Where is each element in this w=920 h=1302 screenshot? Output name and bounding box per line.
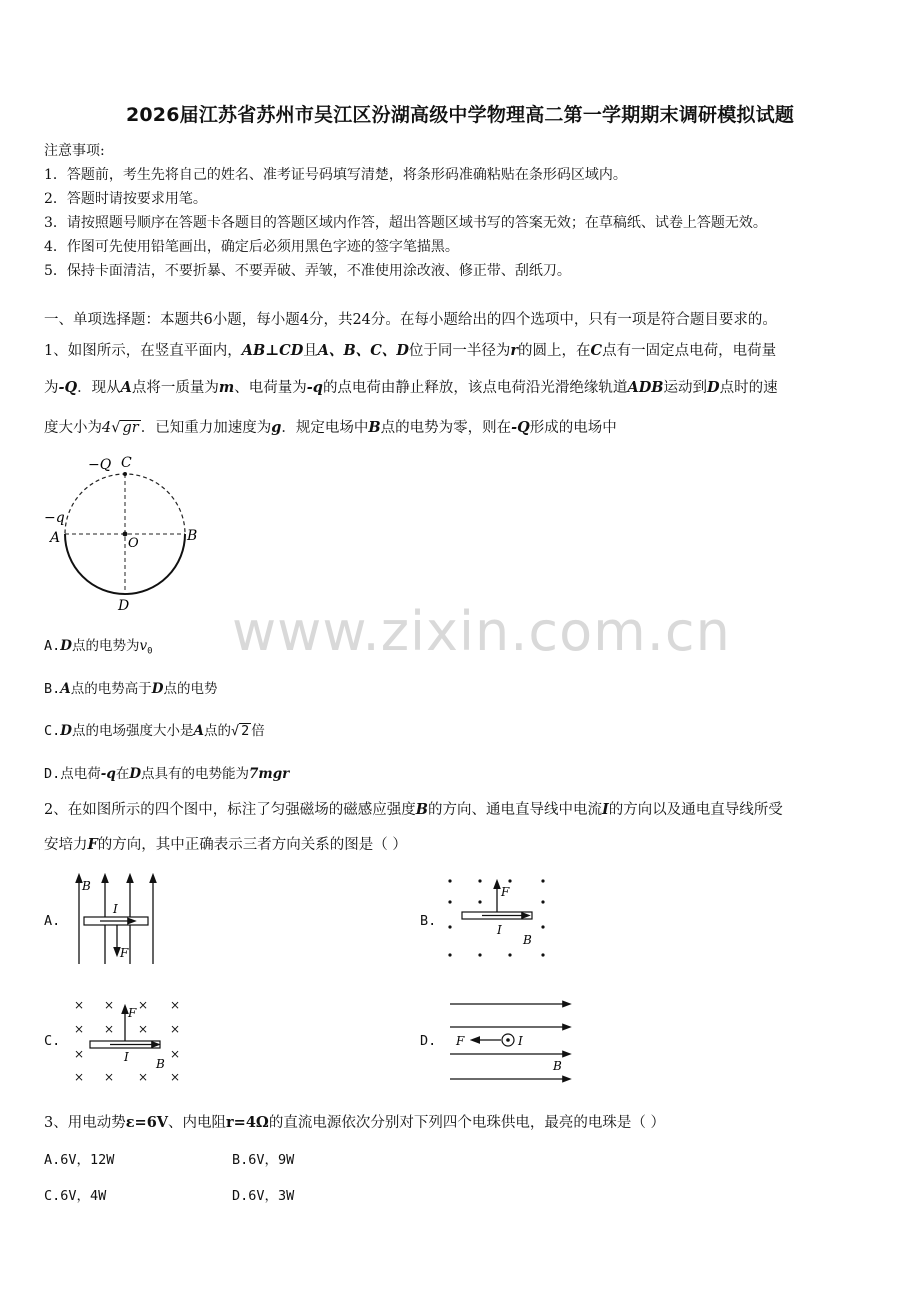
notice-heading: 注意事项: bbox=[44, 143, 105, 159]
svg-text:×: × bbox=[138, 998, 149, 1012]
q2-line1: 2、在如图所示的四个图中，标注了匀强磁场的磁感应强度B的方向、通电直导线中电流I的方向以及通电直导线所受 bbox=[44, 801, 783, 818]
svg-text:F: F bbox=[128, 1006, 137, 1020]
svg-text:I: I bbox=[518, 1034, 523, 1048]
q1-line1: 1、如图所示，在竖直平面内，AB⊥CD且A、B、C、D位于同一半径为r的圆上，在C点有一固定点电荷，电荷量 bbox=[44, 342, 777, 359]
label-d: D bbox=[118, 598, 130, 614]
label-c: C bbox=[121, 455, 132, 471]
svg-text:I: I bbox=[124, 1050, 129, 1064]
center-point bbox=[123, 532, 128, 537]
svg-text:×: × bbox=[170, 1022, 181, 1036]
q2-figure-c[interactable] bbox=[70, 995, 195, 1090]
q1-line3: 度大小为4√ gr ．已知重力加速度为g．规定电场中B点的电势为零，则在-Q形成的电场中 bbox=[44, 419, 617, 436]
svg-text:×: × bbox=[170, 1047, 181, 1061]
watermark: www.zixin.com.cn bbox=[232, 600, 731, 663]
label-neg-q-small: −q bbox=[44, 510, 65, 526]
svg-text:I: I bbox=[497, 923, 502, 937]
q3-option-a[interactable]: A.6V，12W bbox=[44, 1152, 115, 1168]
q1-circle-figure bbox=[40, 452, 210, 617]
charge-c-point bbox=[123, 472, 127, 476]
q1-option-b[interactable]: B.A点的电势高于D点的电势 bbox=[44, 681, 218, 697]
svg-text:×: × bbox=[74, 1070, 85, 1084]
svg-text:I: I bbox=[113, 902, 118, 916]
label-a: A bbox=[50, 530, 61, 546]
svg-text:F: F bbox=[456, 1034, 465, 1048]
q3-line: 3、用电动势ε=6V、内电阻r=4Ω的直流电源依次分别对下列四个电珠供电，最亮的电珠是（ ） bbox=[44, 1114, 665, 1131]
svg-text:B: B bbox=[82, 879, 91, 893]
svg-text:×: × bbox=[74, 1022, 85, 1036]
q3-option-b[interactable]: B.6V，9W bbox=[232, 1152, 295, 1168]
svg-text:×: × bbox=[104, 1022, 115, 1036]
svg-text:F: F bbox=[501, 885, 510, 899]
svg-text:×: × bbox=[74, 998, 85, 1012]
svg-text:F: F bbox=[120, 946, 129, 960]
svg-text:×: × bbox=[104, 1070, 115, 1084]
q2-label-b[interactable]: B. bbox=[420, 913, 437, 929]
svg-text:×: × bbox=[170, 998, 181, 1012]
q2-label-a[interactable]: A. bbox=[44, 913, 61, 929]
svg-text:B: B bbox=[156, 1057, 165, 1071]
notice-item: 3．请按照题号顺序在答题卡各题目的答题区域内作答，超出答题区域书写的答案无效；在草稿纸、试卷上答题无效。 bbox=[44, 215, 767, 231]
q2-figure-a[interactable] bbox=[70, 872, 170, 967]
notice-item: 5．保持卡面清洁，不要折暴、不要弄破、弄皱，不准使用涂改液、修正带、刮纸刀。 bbox=[44, 263, 571, 279]
q2-figure-d[interactable] bbox=[445, 995, 575, 1090]
page-title: 2026届江苏省苏州市吴江区汾湖高级中学物理高二第一学期期末调研模拟试题 bbox=[125, 104, 795, 126]
svg-text:B: B bbox=[553, 1059, 562, 1073]
section-heading: 一、单项选择题：本题共6小题，每小题4分，共24分。在每小题给出的四个选项中，只有一项是符合题目要求的。 bbox=[44, 312, 777, 328]
notice-item: 4．作图可先使用铅笔画出，确定后必须用黑色字迹的签字笔描黑。 bbox=[44, 239, 459, 255]
svg-text:×: × bbox=[138, 1022, 149, 1036]
q2-figure-b[interactable] bbox=[440, 872, 560, 967]
q1-option-c[interactable]: C.D点的电场强度大小是A点的√ 2 倍 bbox=[44, 723, 265, 739]
q3-option-c[interactable]: C.6V，4W bbox=[44, 1188, 107, 1204]
svg-text:×: × bbox=[170, 1070, 181, 1084]
q1-option-a[interactable]: A.D点的电势为$v_0$ bbox=[44, 638, 153, 657]
q2-line2: 安培力F的方向，其中正确表示三者方向关系的图是（ ） bbox=[44, 836, 407, 853]
svg-text:×: × bbox=[74, 1047, 85, 1061]
svg-text:×: × bbox=[138, 1070, 149, 1084]
q2-label-c[interactable]: C. bbox=[44, 1033, 61, 1049]
q3-option-d[interactable]: D.6V，3W bbox=[232, 1188, 295, 1204]
q2-label-d[interactable]: D. bbox=[420, 1033, 437, 1049]
label-neg-q-big: −Q bbox=[88, 457, 112, 473]
svg-text:×: × bbox=[104, 998, 115, 1012]
notice-item: 2．答题时请按要求用笔。 bbox=[44, 191, 207, 207]
svg-text:B: B bbox=[523, 933, 532, 947]
lower-track-arc bbox=[65, 534, 185, 594]
q1-line2: 为-Q．现从A点将一质量为m、电荷量为-q的点电荷由静止释放，该点电荷沿光滑绝缘轨道ADB运动到D点时的速 bbox=[44, 379, 778, 396]
label-b: B bbox=[187, 528, 198, 544]
notice-item: 1．答题前，考生先将自己的姓名、准考证号码填写清楚，将条形码准确粘贴在条形码区域内。 bbox=[44, 167, 627, 183]
label-o: O bbox=[128, 536, 139, 551]
q1-option-d[interactable]: D.点电荷-q在D点具有的电势能为7mgr bbox=[44, 766, 290, 782]
